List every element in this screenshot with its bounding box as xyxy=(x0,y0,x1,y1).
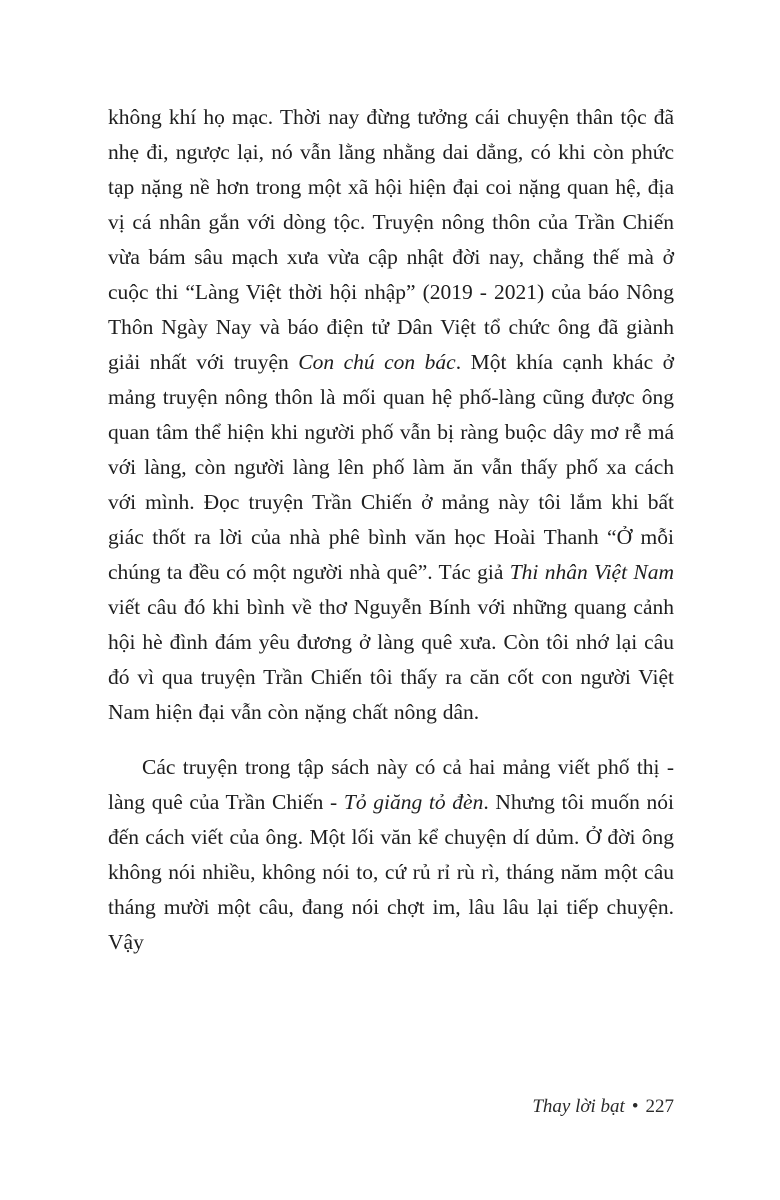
paragraph xyxy=(108,750,674,960)
text-run: không khí họ mạc. Thời nay đừng tưởng cái chuyện thân tộc đã nhẹ đi, ngược lại, nó vẫn lằng nhằng dai dẳng, có khi còn phức tạp nặng nề hơn trong một xã hội hiện đại coi nặng quan hệ, địa vị cá nhân gắn với dòng tộc. Truyện nông thôn của Trần Chiến vừa bám sâu mạch xưa vừa cập nhật đời nay, chẳng thế mà ở cuộc thi “Làng Việt thời hội nhập” (2019 - 2021) của báo Nông Thôn Ngày Nay và báo điện tử Dân Việt tổ chức ông đã giành giải nhất với truyện xyxy=(108,105,674,374)
text-run: Các truyện trong tập sách này có cả hai mảng viết phố thị - làng quê của Trần Chiến - xyxy=(108,755,674,814)
italic-text-run: Thi nhân Việt Nam xyxy=(509,560,675,584)
text-run: . Nhưng tôi muốn nói đến cách viết của ông. Một lối văn kể chuyện dí dủm. Ở đời ông không nói nhiều, không nói to, cứ rủ rỉ rù rì, tháng năm một câu tháng mười một câu, đang nói chợt im, lâu lâu lại tiếp chuyện. Vậy xyxy=(108,790,674,954)
page-footer xyxy=(108,1096,674,1118)
italic-text-run: Tỏ giăng tỏ đèn xyxy=(343,790,484,814)
paragraph xyxy=(108,100,674,730)
page-body-text xyxy=(108,100,674,980)
footer-separator: • xyxy=(631,1096,639,1117)
text-run: viết câu đó khi bình về thơ Nguyễn Bính với những quang cảnh hội hè đình đám yêu đương ở làng quê xưa. Còn tôi nhớ lại câu đó vì qua truyện Trần Chiến tôi thấy ra căn cốt con người Việt Nam hiện đại vẫn còn nặng chất nông dân. xyxy=(108,595,674,724)
footer-section-label: Thay lời bạt xyxy=(532,1096,625,1117)
text-run: . Một khía cạnh khác ở mảng truyện nông thôn là mối quan hệ phố-làng cũng được ông quan tâm thể hiện khi người phố vẫn bị ràng buộc dây mơ rễ má với làng, còn người làng lên phố làm ăn vẫn thấy phố xa cách với mình. Đọc truyện Trần Chiến ở mảng này tôi lắm khi bất giác thốt ra lời của nhà phê bình văn học Hoài Thanh “Ở mỗi chúng ta đều có một người nhà quê”. Tác giả xyxy=(108,350,674,584)
italic-text-run: Con chú con bác xyxy=(298,350,456,374)
footer-page-number: 227 xyxy=(645,1096,674,1117)
